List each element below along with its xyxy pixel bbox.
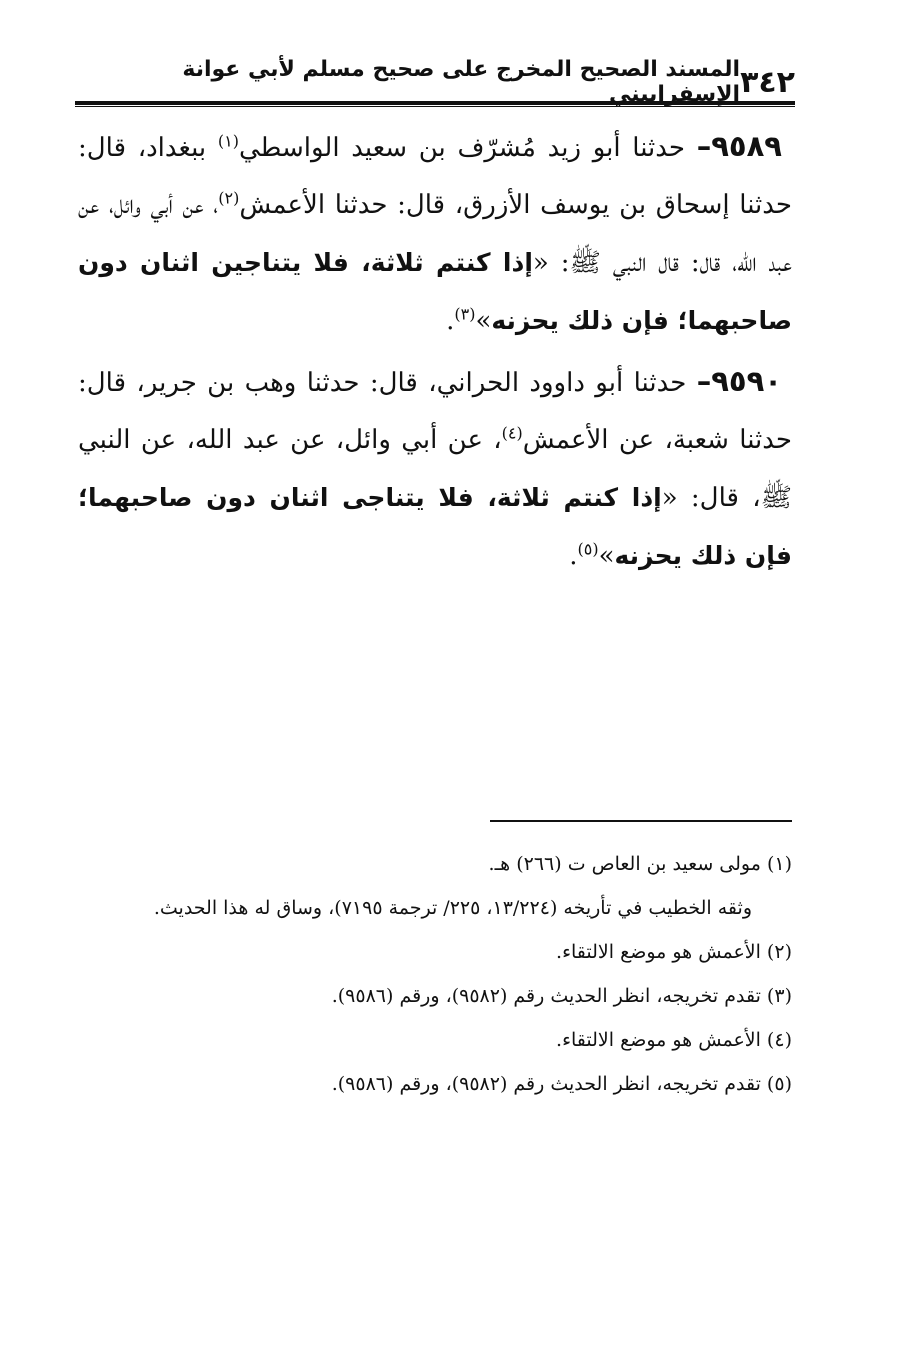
matn-text: إذا كنتم ثلاثة، فلا يتناجين اثنان دون صاحبهما؛ فإن ذلك يحزنه <box>78 248 792 335</box>
isnad-text: ، عن أبي وائل، عن عبد الله، قال: قال النبي ﷺ: « <box>78 190 792 278</box>
header-rule <box>75 101 795 107</box>
footnote-ref: (٢) <box>218 188 240 208</box>
footnote-3: (٣) تقدم تخريجه، انظر الحديث رقم (٩٥٨٢)، ورقم (٩٥٨٦). <box>331 985 792 1007</box>
footnote-ref: (١) <box>217 131 239 151</box>
matn-text: إذا كنتم ثلاثة، فلا يتناجى اثنان دون صاحبهما؛ فإن ذلك يحزنه <box>78 483 792 570</box>
footnote-ref: (٥) <box>577 539 599 559</box>
hadith-9589 <box>78 118 792 350</box>
footnotes <box>78 842 792 1106</box>
isnad-text: حدثنا أبو داوود الحراني، قال: حدثنا وهب بن جرير، قال: حدثنا شعبة، عن الأعمش <box>78 368 792 455</box>
hadith-dash: – <box>696 364 712 398</box>
hadith-number: ٩٥٩٠ <box>711 364 782 398</box>
page-header <box>75 57 795 107</box>
quote-close: » <box>598 541 615 571</box>
footnote-ref: (٤) <box>501 423 523 443</box>
hadith-dash: – <box>696 129 712 163</box>
isnad-text: ببغداد، قال: حدثنا إسحاق بن يوسف الأزرق، قال: حدثنا الأعمش <box>78 133 792 220</box>
footnote-1: (١) مولى سعيد بن العاص ت (٢٦٦) هـ. <box>488 853 792 875</box>
footnote-2: (٢) الأعمش هو موضع الالتقاء. <box>556 941 792 963</box>
footnote-ref: (٣) <box>454 304 476 324</box>
hadith-9590 <box>78 353 792 585</box>
isnad-text: ، عن أبي وائل، عن عبد الله، عن النبي ﷺ، قال: « <box>78 425 792 513</box>
footnote-5: (٥) تقدم تخريجه، انظر الحديث رقم (٩٥٨٢)، ورقم (٩٥٨٦). <box>331 1073 792 1095</box>
footnote-separator <box>490 820 792 822</box>
running-title: المسند الصحيح المخرج على صحيح مسلم لأبي عوانة الإسفراييني <box>182 57 741 107</box>
quote-close: » <box>475 306 492 336</box>
hadith-number: ٩٥٨٩ <box>711 129 783 163</box>
period: . <box>569 541 578 571</box>
footnote-4: (٤) الأعمش هو موضع الالتقاء. <box>556 1029 792 1051</box>
isnad-text: حدثنا أبو زيد مُشرّف بن سعيد الواسطي <box>238 133 697 163</box>
period: . <box>446 306 455 336</box>
page-number: ٣٤٢ <box>740 64 795 100</box>
footnote-1-continued: وثقه الخطيب في تأريخه (١٣/٢٢٤، ٢٢٥/ ترجمة ٧١٩٥)، وساق له هذا الحديث. <box>153 897 752 919</box>
main-text <box>78 118 792 588</box>
